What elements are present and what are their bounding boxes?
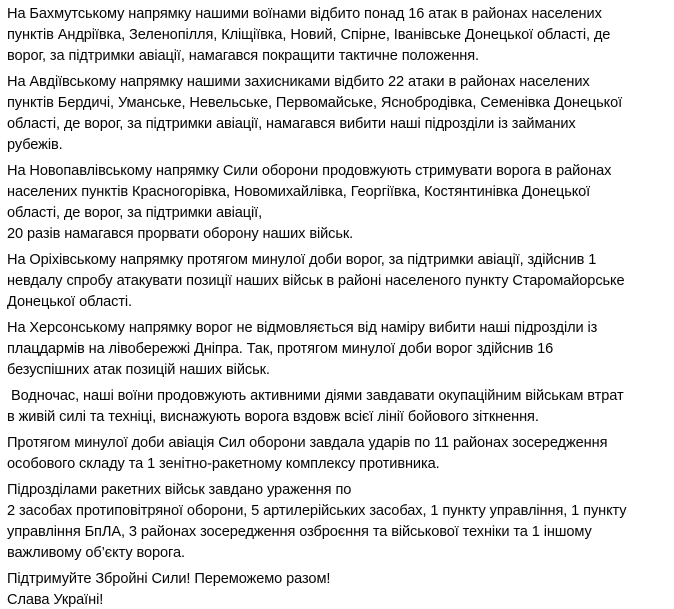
text-line: важливому об’єкту ворога.	[7, 545, 185, 561]
text-line: 20 разів намагався прорвати оборону наших військ.	[7, 226, 354, 242]
text-line: Водночас, наші воїни продовжують активними діями завдавати окупаційним військам втрат	[7, 388, 624, 404]
text-line: 2 засобах протиповітряної оборони, 5 артилерійських засобах, 1 пункту управління, 1 пункту	[7, 503, 627, 519]
text-line: особового складу та 1 зенітно-ракетному комплексу противника.	[7, 456, 440, 472]
text-line: безуспішних атак позицій наших військ.	[7, 362, 270, 378]
text-line: Донецької області.	[7, 294, 133, 310]
text-line: Протягом минулої доби авіація Сил оборони завдала ударів по 11 районах зосередження	[7, 435, 608, 451]
text-line: області, де ворог, за підтримки авіації,	[7, 205, 263, 221]
paragraph	[7, 386, 670, 428]
text-line: На Бахмутському напрямку нашими воїнами відбито понад 16 атак в районах населених	[7, 6, 602, 22]
text-line: Підрозділами ракетних військ завдано ураження по	[7, 482, 352, 498]
text-line: області, де ворог, за підтримки авіації, намагався вибити наші підрозділи із займаних	[7, 116, 576, 132]
paragraph	[7, 72, 670, 156]
text-line: Підтримуйте Збройні Сили! Переможемо разом!	[7, 571, 331, 587]
paragraph	[7, 433, 670, 475]
text-line: На Авдіївському напрямку нашими захисниками відбито 22 атаки в районах населених	[7, 74, 590, 90]
text-line: На Новопавлівському напрямку Сили оборони продовжують стримувати ворога в районах	[7, 163, 612, 179]
paragraph	[7, 161, 670, 245]
paragraph	[7, 480, 670, 564]
text-line: На Оріхівському напрямку протягом минулої доби ворог, за підтримки авіації, здійснив 1	[7, 252, 597, 268]
paragraph	[7, 569, 670, 609]
text-line: пунктів Бердичі, Уманське, Невельське, Первомайське, Яснобродівка, Семенівка Донецької	[7, 95, 623, 111]
text-line: рубежів.	[7, 137, 63, 153]
text-line: плацдармів на лівобережжі Дніпра. Так, протягом минулої доби ворог здійснив 16	[7, 341, 554, 357]
text-line: в живій силі та техніці, виснажують ворога вздовж всієї лінії бойового зіткнення.	[7, 409, 539, 425]
text-line: ворог, за підтримки авіації, намагався покращити тактичне положення.	[7, 48, 479, 64]
text-line: На Херсонському напрямку ворог не відмовляється від наміру вибити наші підрозділи із	[7, 320, 598, 336]
text-line: пунктів Андріївка, Зеленопілля, Кліщіївка, Новий, Спірне, Іванівське Донецької області, де	[7, 27, 611, 43]
text-line: управління БпЛА, 3 районах зосередження озброєння та військової техніки та 1 іншому	[7, 524, 592, 540]
paragraph	[7, 4, 670, 67]
text-line: Слава Україні!	[7, 592, 104, 608]
paragraph	[7, 318, 670, 381]
text-line: населених пунктів Красногорівка, Новомихайлівка, Георгіївка, Костянтинівка Донецької	[7, 184, 591, 200]
paragraph	[7, 250, 670, 313]
text-line: невдалу спробу атакувати позиції наших військ в районі населеного пункту Старомайорське	[7, 273, 625, 289]
